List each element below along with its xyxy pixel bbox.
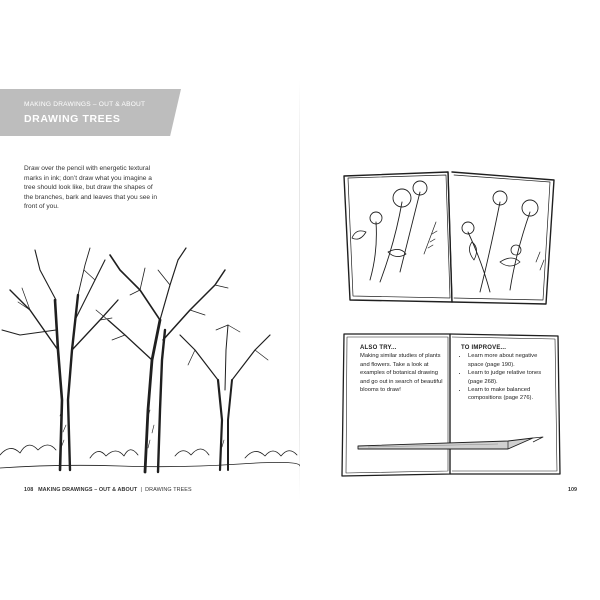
footer-left bbox=[24, 487, 192, 493]
list-item: • Learn to judge relative tones (page 268). bbox=[468, 369, 553, 386]
intro-text: Draw over the pencil with energetic textural marks in ink; don’t draw what you imagine a tree should look like, but draw the shapes of the branches, bark and leaves that you see in front of you. bbox=[24, 165, 158, 211]
list-item: • Learn more about negative space (page 190). bbox=[468, 352, 553, 369]
also-try-body: Making similar studies of plants and flowers. Take a look at examples of botanical drawing and go out in search of beautiful blooms to draw! bbox=[360, 353, 443, 394]
also-try-heading: ALSO TRY... bbox=[360, 345, 397, 351]
to-improve-heading: TO IMPROVE... bbox=[461, 345, 507, 351]
right-page-number: 109 bbox=[568, 487, 577, 493]
to-improve-panel bbox=[461, 344, 553, 403]
list-item: • Learn to make balanced compositions (page 276). bbox=[468, 386, 553, 403]
botanical-sketchbook-illustration bbox=[340, 162, 560, 312]
to-improve-list bbox=[461, 352, 553, 402]
page-title: DRAWING TREES bbox=[24, 113, 121, 125]
also-try-panel bbox=[360, 344, 448, 394]
ink-trees-illustration bbox=[0, 240, 300, 480]
section-kicker: MAKING DRAWINGS – OUT & ABOUT bbox=[24, 101, 146, 108]
left-page-number: 108 bbox=[24, 487, 34, 493]
footer-separator: | bbox=[140, 487, 142, 493]
footer-chapter: DRAWING TREES bbox=[145, 487, 192, 493]
footer-section: MAKING DRAWINGS – OUT & ABOUT bbox=[38, 487, 138, 493]
